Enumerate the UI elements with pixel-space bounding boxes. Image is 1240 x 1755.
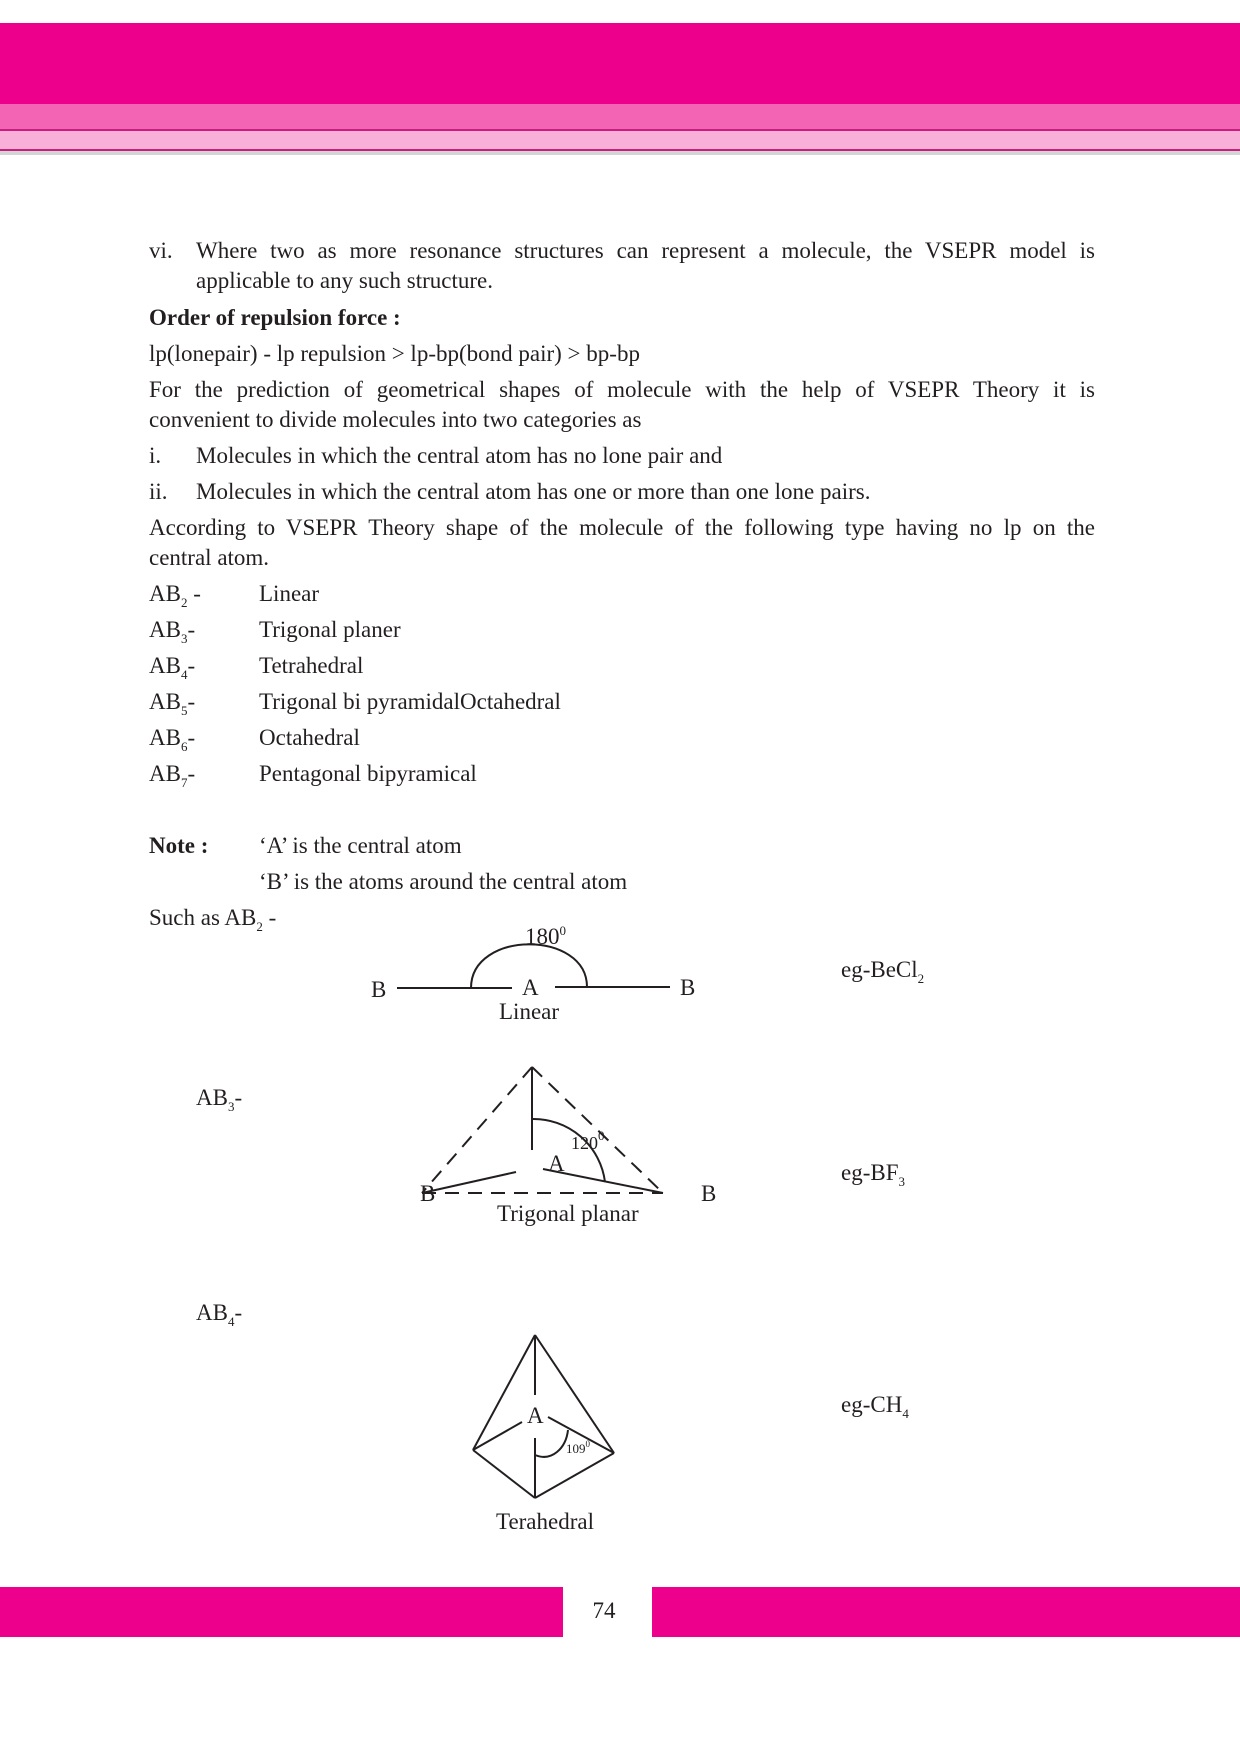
note-line2: ‘B’ is the atoms around the central atom xyxy=(259,869,628,894)
diagram-caption: Terahedral xyxy=(496,1509,594,1534)
according-line2: central atom. xyxy=(149,545,270,570)
trigonal-diagram xyxy=(422,1067,663,1193)
angle-label: $120^0$ xyxy=(571,1128,605,1153)
shape-formula: $AB_6-$ xyxy=(149,725,196,754)
list-marker: ii. xyxy=(149,479,168,504)
trigonal-type-label: $AB_3-$ xyxy=(196,1085,243,1114)
example-formula: eg-BeCl$_2$ xyxy=(841,957,925,986)
shape-formula: $AB_2$ - xyxy=(149,581,201,610)
edge-bottom-right xyxy=(535,1453,614,1498)
example-formula: $eg-CH_4$ xyxy=(841,1392,909,1421)
such-as-label: Such as $AB_2$ - xyxy=(149,905,277,934)
repulsion-heading: Order of repulsion force : xyxy=(149,305,401,330)
edge-bottom-left xyxy=(473,1450,535,1498)
point-vi-line1: Where two as more resonance structures can represent a molecule, the VSEPR model is xyxy=(196,238,1095,263)
angle-label: $109^0$ xyxy=(566,1439,590,1456)
list-marker: i. xyxy=(149,443,162,468)
shape-formula: $AB_3-$ xyxy=(149,617,196,646)
shape-name: Trigonal planer xyxy=(259,617,401,642)
shape-name: Octahedral xyxy=(259,725,360,750)
angle-arc xyxy=(535,1430,568,1457)
angle-label: $180^0$ xyxy=(525,923,566,949)
category-item: Molecules in which the central atom has one or more than one lone pairs. xyxy=(196,479,871,504)
atom-b-right: B xyxy=(680,975,696,1000)
shape-name: Linear xyxy=(259,581,320,606)
category-item: Molecules in which the central atom has no lone pair and xyxy=(196,443,723,468)
edge-left xyxy=(422,1067,532,1193)
diagram-caption: Linear xyxy=(499,999,560,1024)
diagram-caption: Trigonal planar xyxy=(497,1201,639,1226)
prediction-line2: convenient to divide molecules into two categories as xyxy=(149,407,642,432)
shape-formula: $AB_5-$ xyxy=(149,689,196,718)
prediction-line1: For the prediction of geometrical shapes of molecule with the help of VSEPR Theory it is xyxy=(149,377,1095,402)
edge-top-right xyxy=(535,1335,614,1453)
shape-formula: $AB_4-$ xyxy=(149,653,196,682)
page-number: 74 xyxy=(592,1598,616,1623)
according-line1: According to VSEPR Theory shape of the molecule of the following type having no lp on the xyxy=(149,515,1095,540)
footer-band-right xyxy=(652,1587,1240,1637)
point-vi-line2: applicable to any such structure. xyxy=(196,268,493,293)
footer-band-left xyxy=(0,1587,563,1637)
atom-a-center: A xyxy=(548,1151,565,1176)
shape-name: Trigonal bi pyramidalOctahedral xyxy=(259,689,561,714)
shape-formula: $AB_7-$ xyxy=(149,761,196,790)
atom-a-center: A xyxy=(527,1403,544,1428)
list-marker: vi. xyxy=(149,238,173,263)
example-formula: $eg-BF_3$ xyxy=(841,1160,905,1189)
bond-left xyxy=(422,1172,516,1193)
shape-name: Tetrahedral xyxy=(259,653,364,678)
atom-b-left: B xyxy=(371,977,387,1002)
note-label: Note : xyxy=(149,833,209,858)
atom-b-left: B xyxy=(420,1181,436,1206)
tetrahedral-type-label: $AB_4-$ xyxy=(196,1300,243,1329)
repulsion-order: lp(lonepair) - lp repulsion > lp-bp(bond pair) > bp-bp xyxy=(149,341,640,366)
shape-name: Pentagonal bipyramical xyxy=(259,761,477,786)
note-line1: ‘A’ is the central atom xyxy=(259,833,462,858)
atom-b-right: B xyxy=(701,1181,717,1206)
atom-a-center: A xyxy=(522,975,539,1000)
